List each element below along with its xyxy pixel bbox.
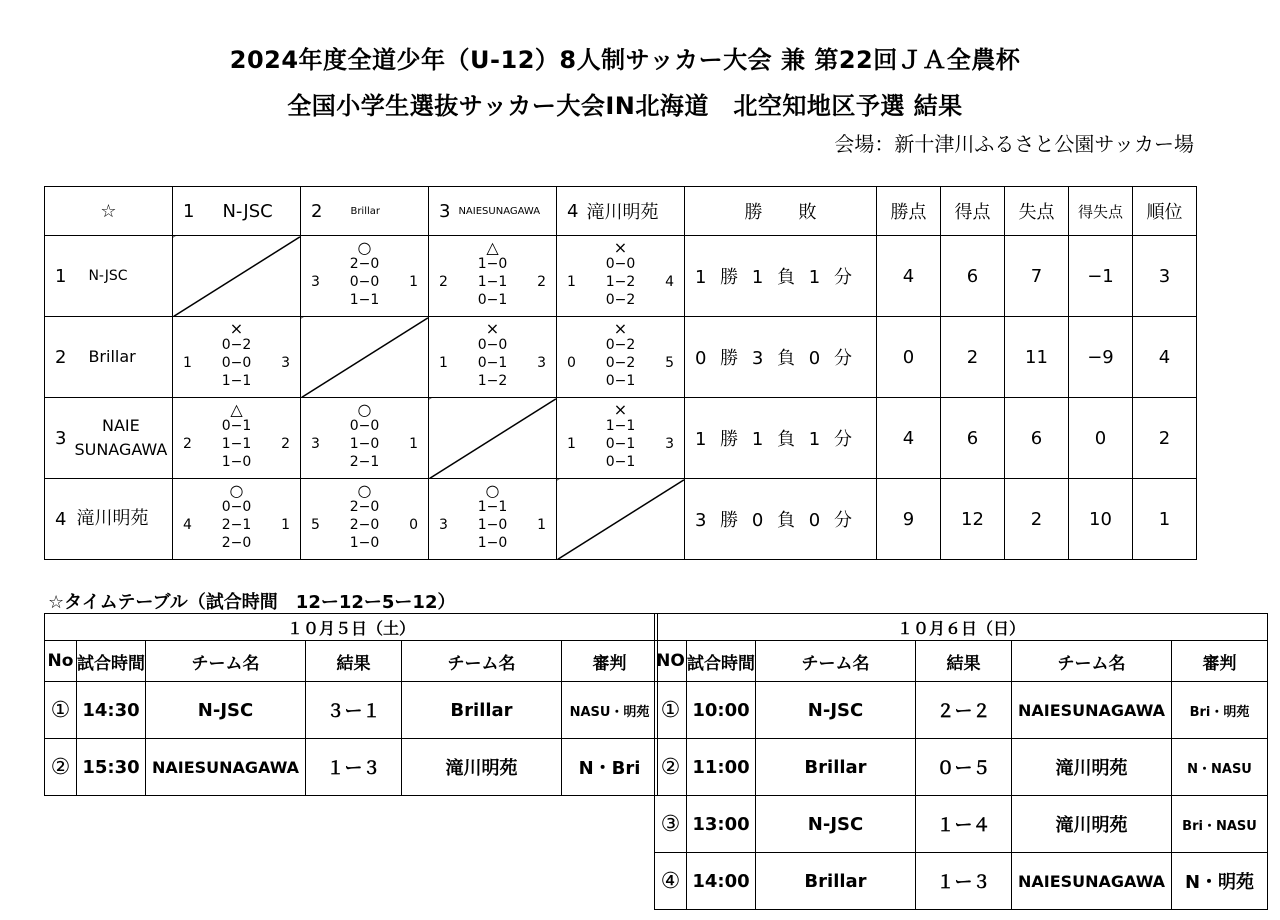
- period-score: 2−0: [349, 256, 380, 272]
- match-number: ④: [655, 853, 687, 910]
- result-cell: [173, 398, 301, 479]
- row-team: [45, 236, 173, 317]
- referee: N・NASU: [1172, 739, 1268, 796]
- goals-for: 2: [183, 436, 192, 452]
- result-mark: ○: [357, 400, 372, 419]
- day1-date: １０月５日（土）: [45, 614, 658, 641]
- match-number: ③: [655, 796, 687, 853]
- goals-for: 1: [439, 355, 448, 371]
- timetable-day1: [44, 613, 658, 796]
- team-number: 2: [311, 200, 323, 222]
- diagonal-cell: [173, 236, 301, 317]
- goal-difference: −9: [1069, 317, 1133, 398]
- goals-for: 2: [439, 274, 448, 290]
- result-mark: ×: [613, 319, 628, 338]
- away-team: NAIESUNAGAWA: [1012, 682, 1172, 739]
- period-score: 1−0: [477, 517, 508, 533]
- result-mark: ○: [485, 481, 500, 500]
- rank: 1: [1133, 479, 1197, 560]
- match-result: １ー３: [916, 853, 1012, 910]
- period-score: 1−0: [477, 256, 508, 272]
- goals-against: 1: [409, 274, 418, 290]
- period-score: 0−0: [349, 274, 380, 290]
- row-team: [45, 398, 173, 479]
- result-cell: [429, 317, 557, 398]
- points: 9: [877, 479, 941, 560]
- result-mark: △: [486, 238, 499, 257]
- result-cell: [557, 236, 685, 317]
- diagonal-cell: [557, 479, 685, 560]
- col-no: NO: [655, 641, 687, 682]
- result-cell: [301, 398, 429, 479]
- rank: 4: [1133, 317, 1197, 398]
- result-mark: △: [230, 400, 243, 419]
- team-number: 1: [183, 200, 195, 222]
- match-time: 10:00: [687, 682, 756, 739]
- goals-against: 2: [281, 436, 290, 452]
- result-cell: [173, 317, 301, 398]
- venue-label: 会場：新十津川ふるさと公園サッカー場: [834, 132, 1194, 156]
- col-time: 試合時間: [77, 641, 146, 682]
- header-win-loss: 勝 敗: [685, 187, 877, 236]
- home-team: N-JSC: [146, 682, 306, 739]
- timetable-day2: [654, 613, 1268, 910]
- header-points: 勝点: [877, 187, 941, 236]
- match-row: [655, 739, 1268, 796]
- period-score: 0−0: [349, 418, 380, 434]
- period-score: 0−1: [221, 418, 252, 434]
- match-row: [655, 853, 1268, 910]
- period-score: 0−2: [221, 337, 252, 353]
- period-score: 2−1: [221, 517, 252, 533]
- league-row: [45, 398, 1197, 479]
- result-mark: ○: [357, 481, 372, 500]
- home-team: Brillar: [756, 853, 916, 910]
- away-team: NAIESUNAGAWA: [1012, 853, 1172, 910]
- league-row: [45, 479, 1197, 560]
- away-team: 滝川明苑: [1012, 739, 1172, 796]
- title-line-2: 全国小学生選抜サッカー大会IN北海道 北空知地区予選 結果: [287, 92, 963, 120]
- goal-difference: 10: [1069, 479, 1133, 560]
- result-cell: [429, 236, 557, 317]
- corner-star: ☆: [45, 187, 173, 236]
- goals-for: 0: [567, 355, 576, 371]
- referee: N・Bri: [562, 739, 658, 796]
- team-name: NAIESUNAGAWA: [458, 205, 541, 217]
- period-score: 1−1: [221, 436, 252, 452]
- col-team-home: チーム名: [756, 641, 916, 682]
- goals-for: 1: [567, 436, 576, 452]
- period-score: 2−0: [349, 499, 380, 515]
- league-row: [45, 317, 1197, 398]
- result-cell: [301, 236, 429, 317]
- goals-against: 5: [665, 355, 674, 371]
- result-cell: [557, 398, 685, 479]
- result-cell: [301, 479, 429, 560]
- period-score: 0−2: [605, 337, 636, 353]
- period-score: 1−0: [477, 535, 508, 551]
- col-referee: 審判: [562, 641, 658, 682]
- match-time: 14:30: [77, 682, 146, 739]
- goals-for: 1: [567, 274, 576, 290]
- referee: Bri・明苑: [1172, 682, 1268, 739]
- match-result: ２ー２: [916, 682, 1012, 739]
- away-team: 滝川明苑: [402, 739, 562, 796]
- points: 0: [877, 317, 941, 398]
- row-team: [45, 317, 173, 398]
- period-score: 0−1: [605, 454, 636, 470]
- period-score: 0−1: [605, 436, 636, 452]
- period-score: 1−0: [349, 535, 380, 551]
- league-header-row: [45, 187, 1197, 236]
- period-score: 2−1: [349, 454, 380, 470]
- goals-for: 4: [183, 517, 192, 533]
- team-name: 滝川明苑: [586, 202, 659, 223]
- points: 4: [877, 236, 941, 317]
- goals-for: 3: [439, 517, 448, 533]
- col-result: 結果: [916, 641, 1012, 682]
- match-time: 13:00: [687, 796, 756, 853]
- match-time: 11:00: [687, 739, 756, 796]
- col-team-away: チーム名: [402, 641, 562, 682]
- goals-for: 3: [311, 274, 320, 290]
- match-number: ①: [655, 682, 687, 739]
- header-rank: 順位: [1133, 187, 1197, 236]
- team-name: N-JSC: [88, 268, 128, 284]
- col-no: No: [45, 641, 77, 682]
- period-score: 1−1: [477, 274, 508, 290]
- home-team: N-JSC: [756, 796, 916, 853]
- col-referee: 審判: [1172, 641, 1268, 682]
- goals-for-total: 6: [941, 236, 1005, 317]
- col-time: 試合時間: [687, 641, 756, 682]
- col-team-3: [429, 187, 557, 236]
- period-score: 1−1: [349, 292, 380, 308]
- goals-against: 1: [281, 517, 290, 533]
- period-score: 2−0: [221, 535, 252, 551]
- goals-against: 4: [665, 274, 674, 290]
- match-number: ②: [45, 739, 77, 796]
- team-name-line2: SUNAGAWA: [74, 440, 168, 459]
- team-name: N-JSC: [222, 200, 273, 222]
- result-mark: ×: [229, 319, 244, 338]
- match-time: 14:00: [687, 853, 756, 910]
- diagonal-cell: [301, 317, 429, 398]
- team-number: 1: [55, 265, 67, 287]
- match-result: ０ー５: [916, 739, 1012, 796]
- goals-against: 1: [409, 436, 418, 452]
- period-score: 0−1: [477, 292, 508, 308]
- period-score: 1−0: [221, 454, 252, 470]
- period-score: 1−1: [221, 373, 252, 389]
- period-score: 0−0: [605, 256, 636, 272]
- title-line-1: 2024年度全道少年（U-12）8人制サッカー大会 兼 第22回ＪＡ全農杯: [229, 46, 1021, 74]
- goal-difference: −1: [1069, 236, 1133, 317]
- referee: N・明苑: [1172, 853, 1268, 910]
- period-score: 1−2: [605, 274, 636, 290]
- goals-against-total: 6: [1005, 398, 1069, 479]
- match-row: [655, 682, 1268, 739]
- home-team: NAIESUNAGAWA: [146, 739, 306, 796]
- result-mark: ×: [613, 400, 628, 419]
- col-team-2: [301, 187, 429, 236]
- match-row: [655, 796, 1268, 853]
- team-number: 4: [55, 508, 67, 530]
- match-number: ①: [45, 682, 77, 739]
- result-cell: [173, 479, 301, 560]
- period-score: 0−2: [605, 355, 636, 371]
- match-row: [45, 682, 658, 739]
- goal-difference: 0: [1069, 398, 1133, 479]
- day2-date: １０月６日（日）: [655, 614, 1268, 641]
- home-team: N-JSC: [756, 682, 916, 739]
- goals-against: 3: [537, 355, 546, 371]
- period-score: 1−1: [477, 499, 508, 515]
- period-score: 1−0: [349, 436, 380, 452]
- period-score: 0−2: [605, 292, 636, 308]
- league-table: [44, 186, 1197, 560]
- period-score: 0−1: [605, 373, 636, 389]
- team-number: 3: [55, 427, 67, 449]
- period-score: 0−0: [477, 337, 508, 353]
- referee: Bri・NASU: [1172, 796, 1268, 853]
- goals-against: 3: [281, 355, 290, 371]
- col-team-1: [173, 187, 301, 236]
- match-time: 15:30: [77, 739, 146, 796]
- row-team: [45, 479, 173, 560]
- team-number: 4: [567, 200, 579, 222]
- goals-against: 2: [537, 274, 546, 290]
- goals-for-total: 12: [941, 479, 1005, 560]
- col-result: 結果: [306, 641, 402, 682]
- result-mark: ×: [485, 319, 500, 338]
- win-loss-record: 1 勝 1 負 1 分: [685, 398, 877, 479]
- goals-for-total: 2: [941, 317, 1005, 398]
- goals-against: 1: [537, 517, 546, 533]
- header-goals-against: 失点: [1005, 187, 1069, 236]
- win-loss-record: 1 勝 1 負 1 分: [685, 236, 877, 317]
- header-goals-for: 得点: [941, 187, 1005, 236]
- goals-against-total: 2: [1005, 479, 1069, 560]
- goals-against-total: 7: [1005, 236, 1069, 317]
- match-number: ②: [655, 739, 687, 796]
- period-score: 1−2: [477, 373, 508, 389]
- goals-for: 1: [183, 355, 192, 371]
- diagonal-cell: [429, 398, 557, 479]
- goals-against-total: 11: [1005, 317, 1069, 398]
- away-team: Brillar: [402, 682, 562, 739]
- points: 4: [877, 398, 941, 479]
- team-name: Brillar: [350, 205, 380, 217]
- result-mark: ○: [229, 481, 244, 500]
- goals-against: 0: [409, 517, 418, 533]
- match-result: １ー４: [916, 796, 1012, 853]
- match-result: １ー３: [306, 739, 402, 796]
- match-result: ３ー１: [306, 682, 402, 739]
- col-team-home: チーム名: [146, 641, 306, 682]
- result-cell: [557, 317, 685, 398]
- timetable-title: ☆タイムテーブル（試合時間 12ー12ー5ー12）: [48, 592, 456, 613]
- team-number: 3: [439, 200, 451, 222]
- period-score: 0−0: [221, 355, 252, 371]
- referee: NASU・明苑: [562, 682, 658, 739]
- period-score: 1−1: [605, 418, 636, 434]
- goals-for: 3: [311, 436, 320, 452]
- goals-against: 3: [665, 436, 674, 452]
- period-score: 2−0: [349, 517, 380, 533]
- period-score: 0−0: [221, 499, 252, 515]
- rank: 2: [1133, 398, 1197, 479]
- result-cell: [429, 479, 557, 560]
- result-mark: ×: [613, 238, 628, 257]
- win-loss-record: 0 勝 3 負 0 分: [685, 317, 877, 398]
- win-loss-record: 3 勝 0 負 0 分: [685, 479, 877, 560]
- team-name: 滝川明苑: [76, 508, 149, 529]
- team-number: 2: [55, 346, 67, 368]
- result-mark: ○: [357, 238, 372, 257]
- col-team-away: チーム名: [1012, 641, 1172, 682]
- goals-for: 5: [311, 517, 320, 533]
- match-row: [45, 739, 658, 796]
- rank: 3: [1133, 236, 1197, 317]
- goals-for-total: 6: [941, 398, 1005, 479]
- col-team-4: [557, 187, 685, 236]
- team-name: NAIE: [102, 416, 140, 435]
- home-team: Brillar: [756, 739, 916, 796]
- header-goal-difference: 得失点: [1069, 187, 1133, 236]
- league-row: [45, 236, 1197, 317]
- period-score: 0−1: [477, 355, 508, 371]
- team-name: Brillar: [88, 347, 136, 366]
- away-team: 滝川明苑: [1012, 796, 1172, 853]
